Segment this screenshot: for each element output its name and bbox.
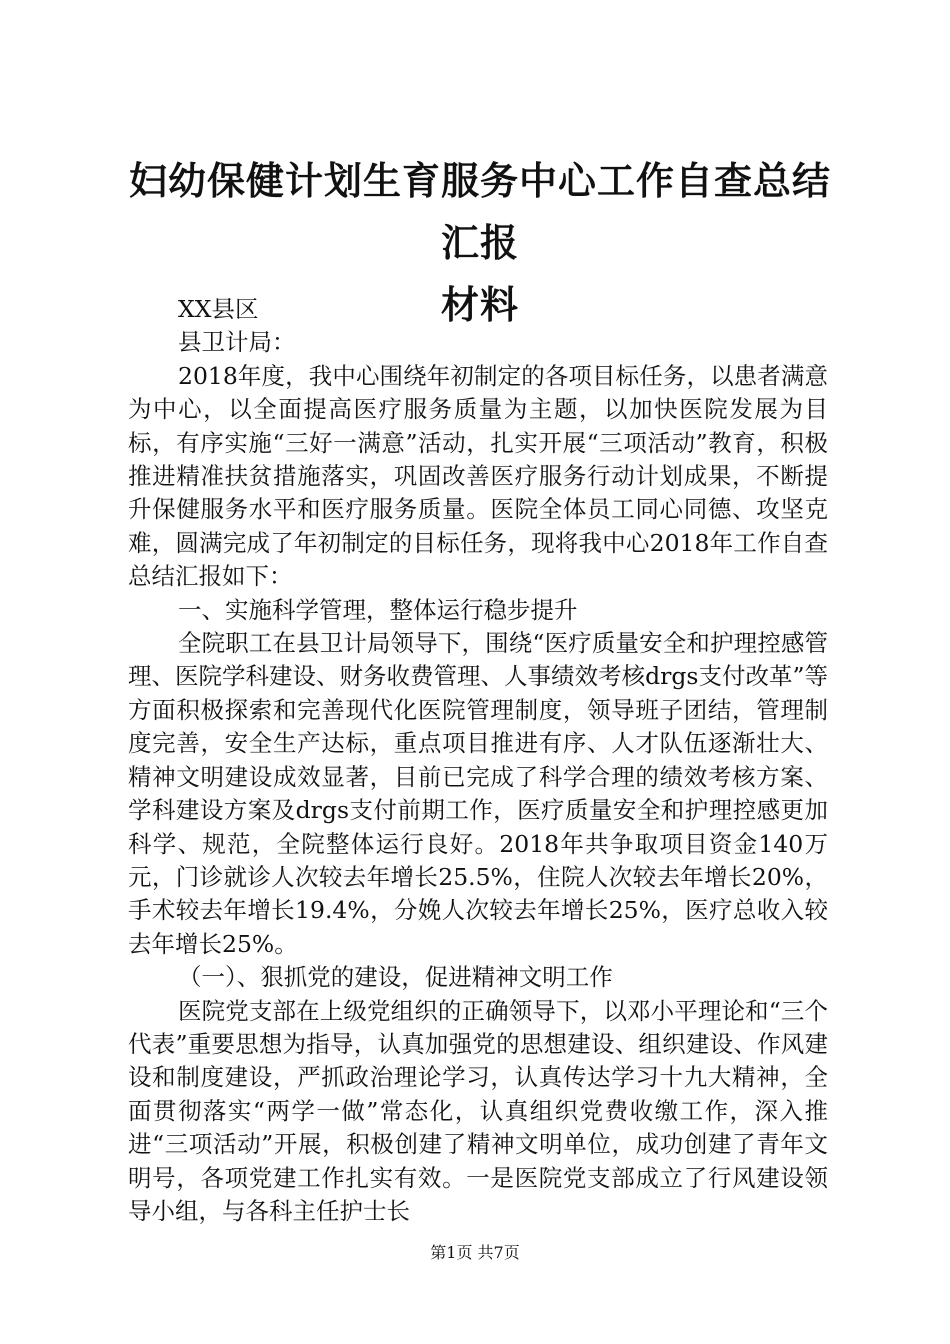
title-line-2: 材料 [440,282,519,327]
paragraph-addressee: 县卫计局： [178,328,296,357]
paragraph-party-building: 医院党支部在上级党组织的正确领导下，以邓小平理论和“三个代表”重要思想为指导，认真加强党的思想建设、组织建设、作风建设和制度建设，严抓政治理论学习，认真传达学习十九大精神，全面贯彻落实“两学一做”常态化，认真组织党费收缴工作，深入推进“三项活动”开展，积极创建了精神文明单位，成功创建了青年文明号，各项党建工作扎实有效。一是医院党支部成立了行风建设领导小组，与各科主任护士长 [128,996,828,1225]
paragraph-management: 全院职工在县卫计局领导下，围绕“医疗质量安全和护理控感管理、医院学科建设、财务收费管理、人事绩效考核drgs支付改革”等方面积极探索和完善现代化医院管理制度，领导班子团结，管理制度完善，安全生产达标，重点项目推进有序、人才队伍逐渐壮大、精神文明建设成效显著，目前已完成了科学合理的绩效考核方案、学科建设方案及drgs支付前期工作，医疗质量安全和护理控感更加科学、规范，全院整体运行良好。2018年共争取项目资金140万元，门诊就诊人次较去年增长25.5%，住院人次较去年增长20%，手术较去年增长19.4%，分娩人次较去年增长25%，医疗总收入较去年增长25%。 [128,629,828,958]
page-footer: 第1页 共7页 [430,1243,520,1262]
title-line-1: 妇幼保健计划生育服务中心工作自查总结汇报 [128,158,831,265]
paragraph-intro: 2018年度，我中心围绕年初制定的各项目标任务，以患者满意为中心，以全面提高医疗服务质量为主题，以加快医院发展为目标，有序实施“三好一满意”活动，扎实开展“三项活动”教育，积极推进精准扶贫措施落实，巩固改善医疗服务行动计划成果，不断提升保健服务水平和医疗服务质量。医院全体员工同心同德、攻坚克难，圆满完成了年初制定的目标任务，现将我中心2018年工作自查总结汇报如下： [128,361,828,591]
document-body [128,293,828,1228]
subsection-heading-1: （一）、狠抓党的建设，促进精神文明工作 [178,963,613,992]
paragraph-district: XX县区 [178,295,259,323]
section-heading-1: 一、实施科学管理，整体运行稳步提升 [178,595,578,624]
